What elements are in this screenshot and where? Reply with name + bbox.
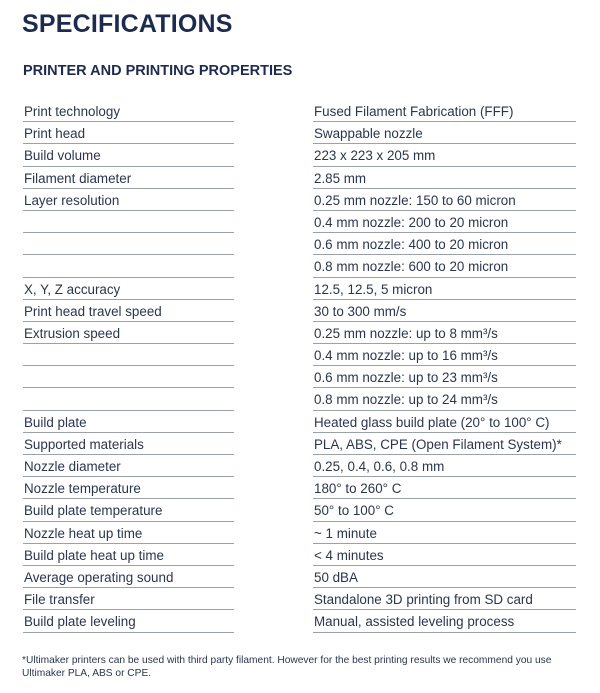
spec-label: Build plate heat up time [23, 544, 234, 566]
spec-value: 0.4 mm nozzle: up to 16 mm³/s [313, 344, 576, 366]
spec-label [23, 344, 234, 366]
spec-value: 223 x 223 x 205 mm [313, 144, 576, 166]
spec-value: 0.25 mm nozzle: 150 to 60 micron [313, 189, 576, 211]
spec-label: Filament diameter [23, 167, 234, 189]
spec-label [23, 233, 234, 255]
spec-row [23, 455, 576, 477]
spec-row [23, 588, 576, 610]
spec-label: Print head [23, 122, 234, 144]
spec-value: Manual, assisted leveling process [313, 610, 576, 632]
spec-label: Build volume [23, 144, 234, 166]
spec-label: Build plate leveling [23, 610, 234, 632]
spec-label [23, 366, 234, 388]
spec-row [23, 233, 576, 255]
spec-value: 50° to 100° C [313, 499, 576, 521]
spec-row [23, 122, 576, 144]
spec-row [23, 566, 576, 588]
spec-value: ~ 1 minute [313, 522, 576, 544]
spec-label: Print head travel speed [23, 300, 234, 322]
spec-label [23, 211, 234, 233]
spec-value: 0.6 mm nozzle: up to 23 mm³/s [313, 366, 576, 388]
spec-label: Nozzle temperature [23, 477, 234, 499]
page-title: SPECIFICATIONS [22, 10, 233, 38]
spec-row [23, 167, 576, 189]
spec-row [23, 278, 576, 300]
spec-row [23, 255, 576, 277]
spec-value: < 4 minutes [313, 544, 576, 566]
spec-label: Supported materials [23, 433, 234, 455]
spec-label: Nozzle heat up time [23, 522, 234, 544]
spec-row [23, 522, 576, 544]
spec-value: 0.4 mm nozzle: 200 to 20 micron [313, 211, 576, 233]
spec-table [23, 100, 576, 633]
spec-label: Nozzle diameter [23, 455, 234, 477]
spec-row [23, 388, 576, 410]
spec-label [23, 388, 234, 410]
spec-row [23, 499, 576, 521]
spec-value: 0.8 mm nozzle: 600 to 20 micron [313, 255, 576, 277]
spec-label: File transfer [23, 588, 234, 610]
spec-value: 0.8 mm nozzle: up to 24 mm³/s [313, 388, 576, 410]
spec-row [23, 189, 576, 211]
spec-row [23, 366, 576, 388]
spec-value: 12.5, 12.5, 5 micron [313, 278, 576, 300]
spec-label [23, 255, 234, 277]
spec-row [23, 411, 576, 433]
spec-label: Print technology [23, 100, 234, 122]
spec-row [23, 300, 576, 322]
spec-value: 180° to 260° C [313, 477, 576, 499]
spec-row [23, 544, 576, 566]
spec-label: Average operating sound [23, 566, 234, 588]
spec-row [23, 100, 576, 122]
spec-value: 0.25 mm nozzle: up to 8 mm³/s [313, 322, 576, 344]
spec-label: Layer resolution [23, 189, 234, 211]
spec-value: 2.85 mm [313, 167, 576, 189]
spec-value: 30 to 300 mm/s [313, 300, 576, 322]
spec-value: 50 dBA [313, 566, 576, 588]
spec-value: 0.6 mm nozzle: 400 to 20 micron [313, 233, 576, 255]
spec-row [23, 477, 576, 499]
section-heading: PRINTER AND PRINTING PROPERTIES [23, 63, 293, 79]
spec-label: Build plate temperature [23, 499, 234, 521]
spec-row [23, 211, 576, 233]
spec-value: Heated glass build plate (20° to 100° C) [313, 411, 576, 433]
spec-row [23, 344, 576, 366]
footnote: *Ultimaker printers can be used with third party filament. However for the best printing results we recommend you use Ultimaker PLA, ABS or CPE. [22, 655, 552, 679]
spec-value: PLA, ABS, CPE (Open Filament System)* [313, 433, 576, 455]
spec-label: X, Y, Z accuracy [23, 278, 234, 300]
spec-label: Extrusion speed [23, 322, 234, 344]
spec-row [23, 322, 576, 344]
spec-value: Standalone 3D printing from SD card [313, 588, 576, 610]
spec-value: Fused Filament Fabrication (FFF) [313, 100, 576, 122]
spec-row [23, 144, 576, 166]
spec-row [23, 433, 576, 455]
spec-value: Swappable nozzle [313, 122, 576, 144]
spec-value: 0.25, 0.4, 0.6, 0.8 mm [313, 455, 576, 477]
spec-label: Build plate [23, 411, 234, 433]
spec-row [23, 610, 576, 632]
